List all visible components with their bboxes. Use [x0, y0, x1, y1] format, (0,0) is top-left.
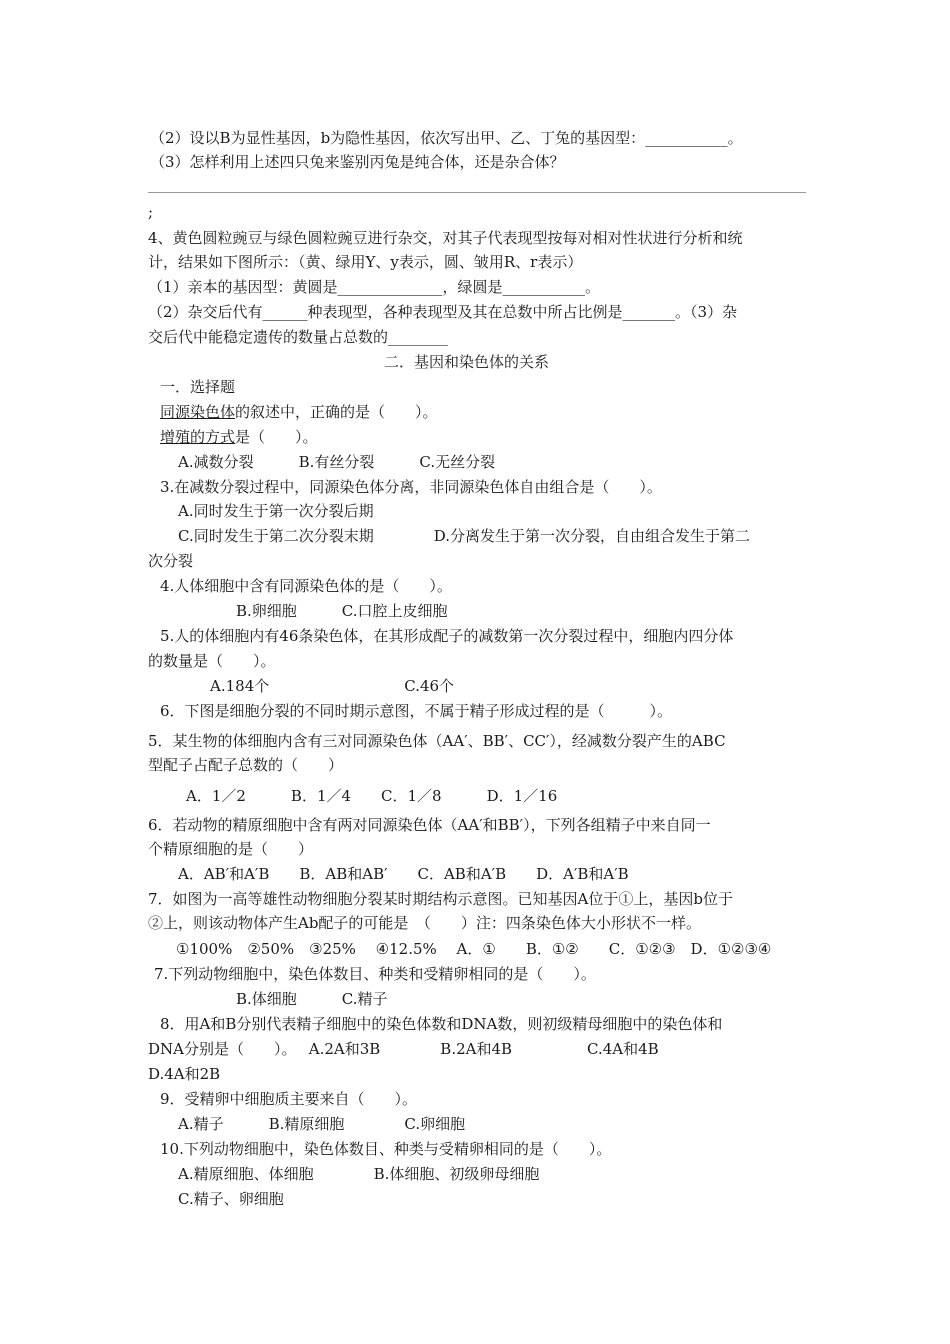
mc-question-5b-cont: 型配子占配子总数的（ ） — [148, 756, 344, 774]
mc-question-6: 6．下图是细胞分裂的不同时期示意图，不属于精子形成过程的是（ ）。 — [160, 702, 673, 720]
question-4-part1: （1）亲本的基因型：黄圆是______________，绿圆是___________。 — [148, 278, 601, 296]
question-3-part2: （2）设以B为显性基因，b为隐性基因，依次写出甲、乙、丁兔的基因型：___________。 — [150, 129, 743, 147]
semicolon: ; — [148, 203, 154, 221]
mc-option-d: D.4A和2B — [148, 1065, 221, 1083]
subsection-heading: 一．选择题 — [160, 378, 236, 396]
mc-question-8-cont: DNA分别是（ ）。 A.2A和3B B.2A和4B C.4A和4B — [148, 1040, 659, 1058]
question-4-intro-cont: 计，结果如下图所示：（黄、绿用Y、y表示，圆、皱用R、r表示） — [148, 253, 583, 271]
mc-question-7b: 7.下列动物细胞中，染色体数目、种类和受精卵相同的是（ ）。 — [154, 965, 596, 983]
mc-question-8: 8．用A和B分别代表精子细胞中的染色体数和DNA数，则初级精母细胞中的染色体和 — [160, 1015, 723, 1033]
question-4-part2: （2）杂交后代有______种表现型，各种表现型及其在总数中所占比例是_______。（3）杂 — [148, 303, 738, 321]
question-4-intro: 4、黄色圆粒豌豆与绿色圆粒豌豆进行杂交，对其子代表现型按每对相对性状进行分析和统 — [148, 229, 743, 247]
underlined-term: 增殖的方式 — [160, 428, 236, 446]
mc-option-a: A.同时发生于第一次分裂后期 — [178, 502, 374, 520]
answer-rule — [148, 192, 806, 193]
mc-question-6b-cont: 个精原细胞的是（ ） — [148, 840, 314, 858]
mc-question-9: 9．受精卵中细胞质主要来自（ ）。 — [160, 1090, 418, 1108]
mc-question-4: 4.人体细胞中含有同源染色体的是（ ）。 — [160, 577, 452, 595]
section-heading: 二．基因和染色体的关系 — [384, 353, 550, 371]
mc-options: A．AB′和A′B B．AB和AB′ C．AB和A′B D．A′B和A′B — [178, 865, 629, 883]
question-text: 的叙述中，正确的是（ ）。 — [235, 403, 438, 421]
mc-options: A.精子 B.精原细胞 C.卵细胞 — [178, 1115, 466, 1133]
mc-question-7-cont: ②上，则该动物体产生Ab配子的可能是 （ ）注：四条染色体大小形状不一样。 — [148, 914, 701, 932]
mc-options: A.精原细胞、体细胞 B.体细胞、初级卵母细胞 — [178, 1165, 540, 1183]
underlined-term: 同源染色体 — [160, 403, 236, 421]
question-4-part3: 交后代中能稳定遗传的数量占总数的________ — [148, 328, 449, 346]
mc-options: ①100% ②50% ③25% ④12.5% A．① B．①② C．①②③ D．①②③④ — [176, 940, 772, 958]
mc-question-5-cont: 的数量是（ ）。 — [148, 652, 276, 670]
question-text: 是（ ）。 — [235, 428, 318, 446]
mc-option-c: C.精子、卵细胞 — [178, 1190, 284, 1208]
mc-options-cd-cont: 次分裂 — [148, 552, 194, 570]
mc-question-3: 3.在减数分裂过程中，同源染色体分离，非同源染色体自由组合是（ ）。 — [160, 478, 662, 496]
mc-options: B.体细胞 C.精子 — [236, 990, 388, 1008]
mc-question-1 — [160, 402, 438, 422]
question-3-part3: （3）怎样利用上述四只兔来鉴别丙兔是纯合体，还是杂合体？ — [150, 153, 565, 171]
mc-question-5b: 5．某生物的体细胞内含有三对同源染色体（AA′、BB′、CC′），经减数分裂产生的ABC — [148, 732, 726, 750]
mc-question-5: 5.人的体细胞内有46条染色体，在其形成配子的减数第一次分裂过程中，细胞内四分体 — [160, 627, 734, 645]
mc-options-cd: C.同时发生于第二次分裂末期 D.分离发生于第一次分裂，自由组合发生于第二 — [178, 527, 750, 545]
mc-options: B.卵细胞 C.口腔上皮细胞 — [236, 602, 448, 620]
mc-question-6b: 6．若动物的精原细胞中含有两对同源染色体（AA′和BB′），下列各组精子中来自同一 — [148, 816, 711, 834]
mc-question-7: 7．如图为一高等雄性动物细胞分裂某时期结构示意图。已知基因A位于①上，基因b位于 — [148, 890, 733, 908]
mc-options: A.减数分裂 B.有丝分裂 C.无丝分裂 — [178, 453, 496, 471]
mc-options: A．1／2 B．1／4 C．1／8 D．1／16 — [186, 787, 558, 805]
mc-question-2 — [160, 427, 318, 447]
mc-options: A.184个 C.46个 — [210, 677, 455, 695]
mc-question-10: 10.下列动物细胞中，染色体数目、种类与受精卵相同的是（ ）。 — [160, 1140, 612, 1158]
